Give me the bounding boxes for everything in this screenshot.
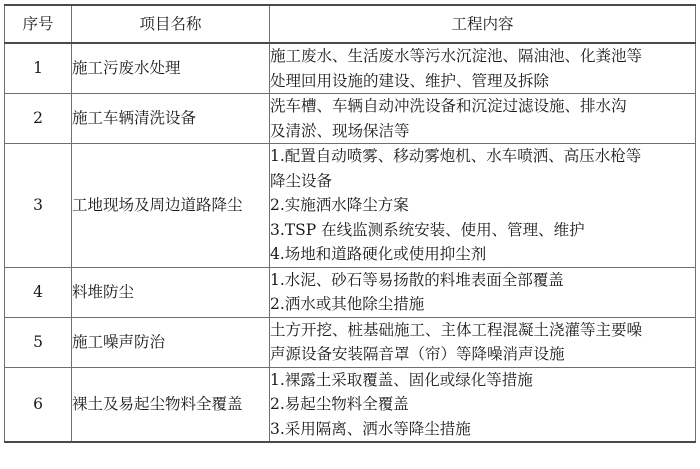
- content-line: 3.TSP 在线监测系统安装、使用、管理、维护: [270, 220, 585, 239]
- table-row: [5, 317, 696, 367]
- project-name: 施工污废水处理: [72, 43, 270, 94]
- table-row: [5, 267, 696, 317]
- project-name: 料堆防尘: [72, 267, 270, 317]
- project-name: 裸土及易起尘物料全覆盖: [72, 367, 270, 442]
- table-row: [5, 367, 696, 442]
- row-number: 6: [5, 367, 72, 442]
- content-line: 2.洒水或其他除尘措施: [270, 295, 425, 313]
- row-number: 5: [5, 317, 72, 367]
- content-line: 降尘设备: [270, 171, 333, 190]
- content-line: 4.场地和道路硬化或使用抑尘剂: [270, 245, 487, 263]
- project-content: [270, 267, 696, 317]
- content-line: 2.易起尘物料全覆盖: [270, 395, 409, 413]
- project-name: 施工车辆清洗设备: [72, 94, 270, 144]
- project-content: [270, 43, 696, 94]
- content-line: 1.裸露土采取覆盖、固化或绿化等措施: [270, 370, 533, 389]
- content-line: 1.配置自动喷雾、移动雾炮机、水车喷洒、高压水枪等: [270, 147, 642, 165]
- row-number: 3: [5, 144, 72, 268]
- project-content: [270, 317, 696, 367]
- header-name: 项目名称: [72, 5, 270, 43]
- project-content: [270, 367, 696, 442]
- content-line: 及清淤、现场保洁等: [270, 121, 410, 140]
- content-line: 3.采用隔离、洒水等降尘措施: [270, 419, 471, 438]
- header-no: 序号: [5, 5, 72, 43]
- content-line: 施工废水、生活废水等污水沉淀池、隔油池、化粪池等: [270, 47, 643, 65]
- table-row: [5, 144, 696, 268]
- content-line: 土方开挖、桩基础施工、主体工程混凝土浇灌等主要噪: [270, 320, 643, 339]
- project-name: 施工噪声防治: [72, 317, 270, 367]
- project-name: 工地现场及周边道路降尘: [72, 144, 270, 268]
- project-content: [270, 144, 696, 268]
- header-content: 工程内容: [270, 5, 696, 43]
- row-number: 2: [5, 94, 72, 144]
- table-row: [5, 43, 696, 94]
- row-number: 4: [5, 267, 72, 317]
- content-line: 洗车槽、车辆自动冲洗设备和沉淀过滤设施、排水沟: [270, 97, 627, 115]
- content-line: 2.实施洒水降尘方案: [270, 196, 409, 214]
- content-line: 1.水泥、砂石等易扬散的料堆表面全部覆盖: [270, 270, 564, 289]
- table-header-row: [5, 5, 696, 43]
- row-number: 1: [5, 43, 72, 94]
- content-line: 声源设备安装隔音罩（帘）等降噪消声设施: [270, 345, 565, 363]
- project-content: [270, 94, 696, 144]
- content-line: 处理回用设施的建设、维护、管理及拆除: [270, 71, 550, 90]
- table-row: [5, 94, 696, 144]
- engineering-table: [4, 4, 696, 443]
